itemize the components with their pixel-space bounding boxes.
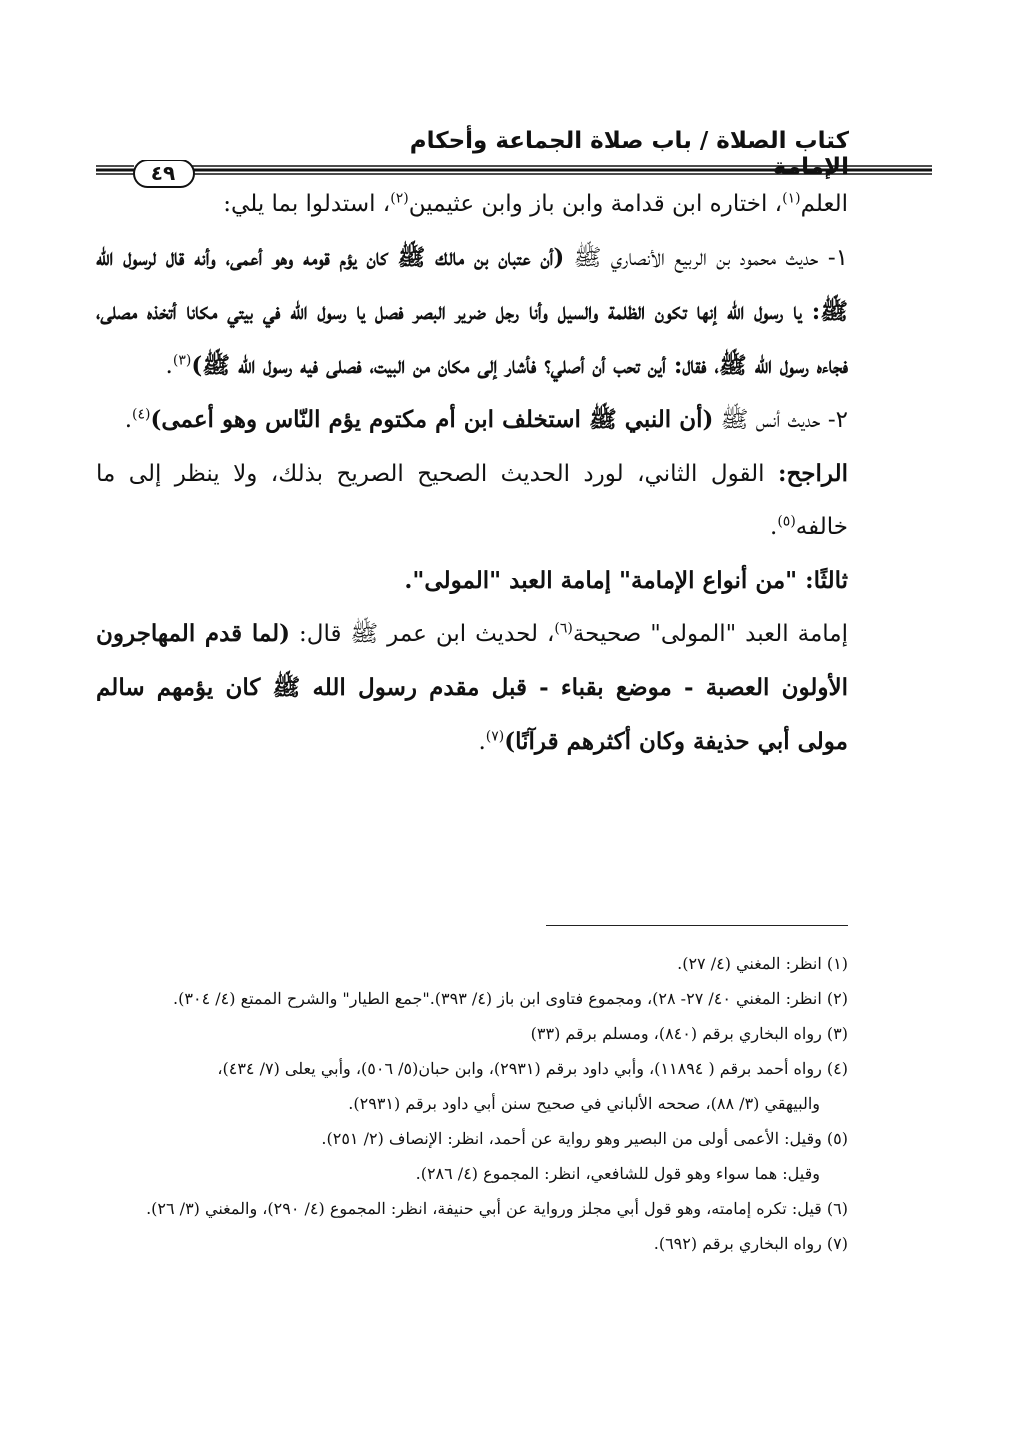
footnote: (٣) رواه البخاري برقم (٨٤٠)، ومسلم برقم (٣٣) — [530, 1024, 848, 1043]
hadith-quote-2: (أن النبي ﷺ استخلف ابن أم مكتوم يؤم النّاس وهو أعمى) — [150, 406, 714, 433]
body-text — [96, 178, 848, 769]
paragraph-hadith-2: ٢- حديث أنس ﷺ (أن النبي ﷺ استخلف ابن أم مكتوم يؤم النّاس وهو أعمى)$^{(٤)}$. — [124, 406, 848, 433]
footnote: (١) انظر: المغني (٤/ ٢٧). — [677, 954, 848, 973]
footnote-continuation: وقيل: هما سواء وهو قول للشافعي، انظر: المجموع (٤/ ٢٨٦). — [415, 1164, 820, 1183]
section-heading: ثالثًا: "من أنواع الإمامة" إمامة العبد "المولى". — [404, 567, 848, 594]
hadith-quote-3: (لما قدم المهاجرون الأولون العصبة - موضع بقباء - قبل مقدم رسول الله ﷺ كان يؤمهم سالم مولى أبي حذيفة وكان أكثرهم قرآنًا) — [96, 620, 848, 755]
footnote-continuation: والبيهقي (٣/ ٨٨)، صححه الألباني في صحيح سنن أبي داود برقم (٢٩٣١). — [348, 1094, 820, 1113]
footnotes — [98, 946, 848, 1261]
paragraph-preferred: الراجح: القول الثاني، لورد الحديث الصحيح الصريح بذلك، ولا ينظر إلى ما خالفه$^{(٥)}$. — [96, 460, 848, 540]
footnote: (٥) وقيل: الأعمى أولى من البصير وهو رواية عن أحمد، انظر: الإنصاف (٢/ ٢٥١). — [321, 1129, 848, 1148]
preferred-label: الراجح: — [777, 460, 848, 487]
paragraph-hadith-1: ١- حديث محمود بن الربيع الأنصاري ﷺ (أن عتبان بن مالك ﷺ كان يؤم قومه وهو أعمى، وأنه قال لرسول الله ﷺ: يا رسول الله إنها تكون الظلمة والسيل وأنا رجل ضرير البصر فصل يا رسول الله في بيتي مكانا أتخذه مصلى، فجاءه رسول الله ﷺ، فقال: أين تحب أن أصلي؟ فأشار إلى مكان من البيت، فصلى فيه رسول الله ﷺ)$^{(٣)}$. — [96, 244, 848, 379]
footnote: (٤) رواه أحمد برقم ( ١١٨٩٤)، وأبي داود برقم (٢٩٣١)، وابن حبان(٥/ ٥٠٦)، وأبي يعلى (٧/ ٤٣٤)، — [217, 1059, 848, 1078]
footnote: (٢) انظر: المغني ٤٠/ ٢٧- ٢٨)، ومجموع فتاوى ابن باز (٤/ ٣٩٣)."جمع الطيار" والشرح الممتع (٤/ ٣٠٤). — [173, 989, 848, 1008]
paragraph-slave-imam: إمامة العبد "المولى" صحيحة$^{(٦)}$، لحديث ابن عمر ﷺ قال: (لما قدم المهاجرون الأولون العصبة - موضع بقباء - قبل مقدم رسول الله ﷺ كان يؤمهم سالم مولى أبي حذيفة وكان أكثرهم قرآنًا)$^{(٧)}$. — [96, 620, 848, 755]
hadith-quote-1: (أن عتبان بن مالك ﷺ كان يؤم قومه وهو أعمى، وأنه قال لرسول الله ﷺ: يا رسول الله إنها تكون الظلمة والسيل وأنا رجل ضرير البصر فصل يا رسول الله في بيتي مكانا أتخذه مصلى، فجاءه رسول الله ﷺ، فقال: أين تحب أن أصلي؟ فأشار إلى مكان من البيت، فصلى فيه رسول الله ﷺ) — [96, 244, 848, 379]
paragraph-1: العلم$^{(١)}$، اختاره ابن قدامة وابن باز وابن عثيمين$^{(٢)}$، استدلوا بما يلي: — [223, 190, 848, 217]
page-number: ٤٩ — [150, 161, 176, 185]
footnote: (٦) قيل: تكره إمامته، وهو قول أبي مجلز ورواية عن أبي حنيفة، انظر: المجموع (٤/ ٢٩٠)، والمغني (٣/ ٢٦). — [146, 1199, 848, 1218]
running-title: كتاب الصلاة / باب صلاة الجماعة وأحكام الإمامة — [409, 128, 849, 180]
footnote-separator — [546, 925, 848, 926]
footnote: (٧) رواه البخاري برقم (٦٩٢). — [653, 1234, 848, 1253]
